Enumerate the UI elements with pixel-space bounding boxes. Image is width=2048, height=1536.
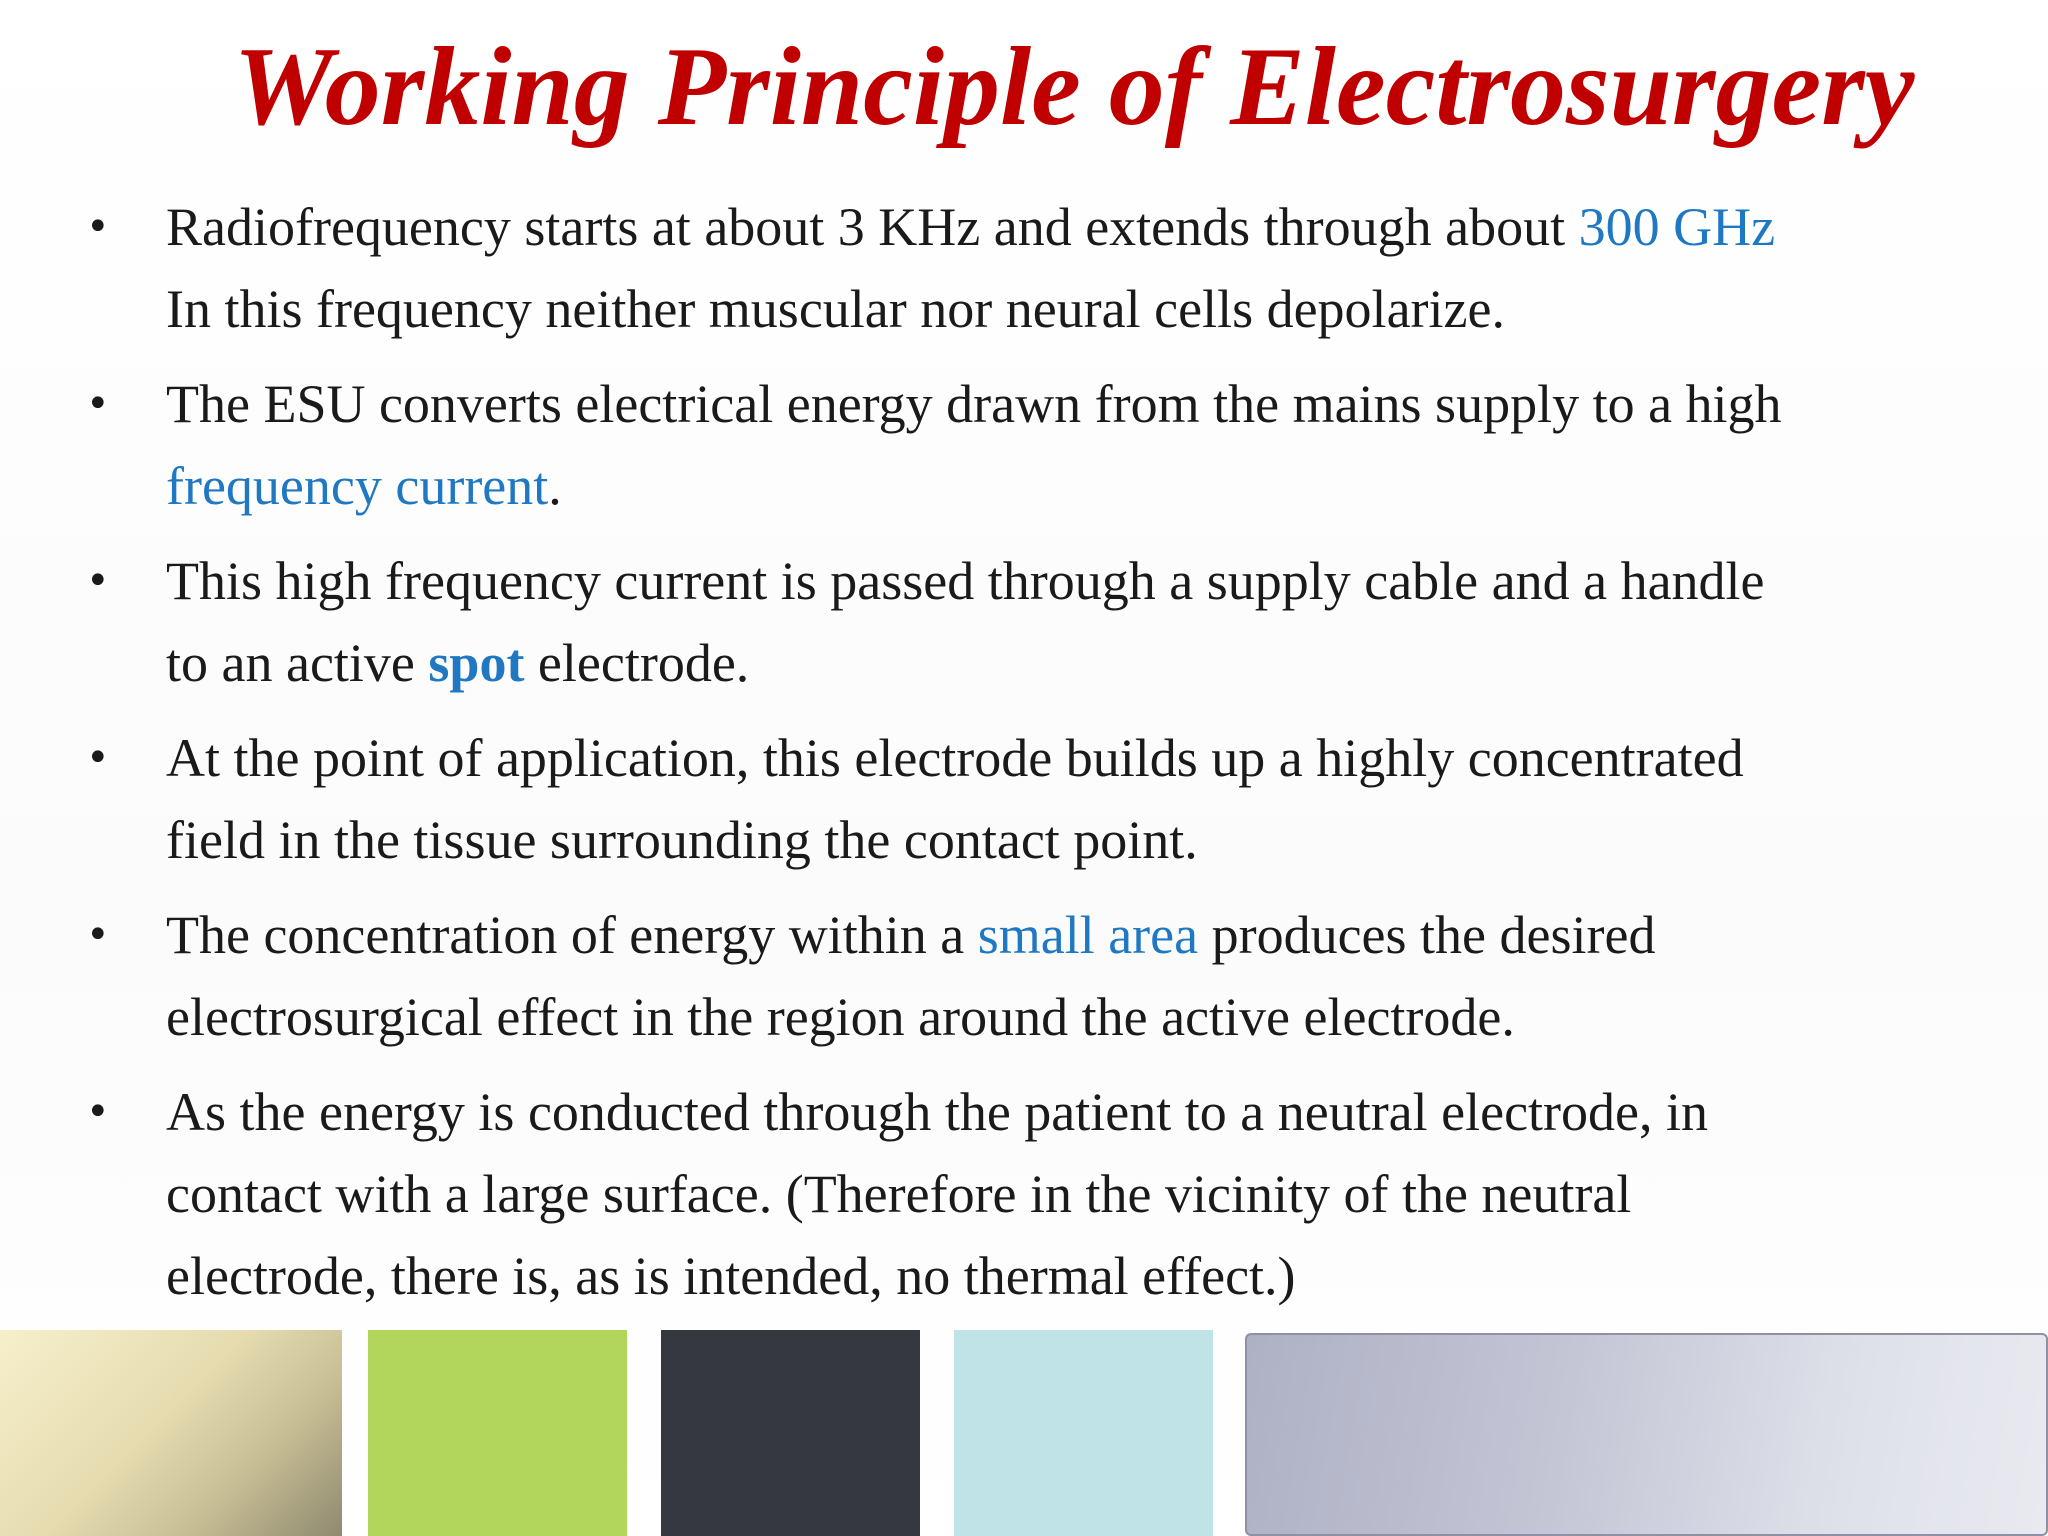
bullet-1-highlight: 300 GHz [1578, 197, 1776, 257]
bullet-item-4 [82, 717, 1962, 881]
bullet-5-line-2: electrosurgical effect in the region around the active electrode. [166, 987, 1515, 1047]
bullet-2-text-b: . [548, 456, 562, 516]
swatch-beige-gradient [0, 1330, 342, 1536]
bullet-5-text-a: The concentration of energy within a [166, 905, 978, 965]
swatch-charcoal [661, 1330, 920, 1536]
slide-title: Working Principle of Electrosurgery [233, 25, 1915, 149]
bullet-dot-icon: • [86, 735, 110, 781]
swatch-light-cyan [954, 1330, 1213, 1536]
bullet-dot-icon: • [86, 912, 110, 958]
bullet-item-2 [82, 363, 1962, 527]
bullet-4-line-2: field in the tissue surrounding the contact point. [166, 810, 1198, 870]
decorative-color-bar [0, 1330, 2048, 1536]
bullet-5-highlight: small area [977, 905, 1199, 965]
bullet-4-line-1: At the point of application, this electrode builds up a highly concentrated [166, 728, 1744, 788]
bullet-2-highlight: frequency current [166, 456, 549, 516]
bullet-6-line-2: contact with a large surface. (Therefore in the vicinity of the neutral [166, 1164, 1632, 1224]
bullet-list [82, 186, 1962, 1330]
bullet-2-line-1: The ESU converts electrical energy drawn from the mains supply to a high [166, 374, 1782, 434]
bullet-5-text-b: produces the desired [1198, 905, 1656, 965]
bullet-item-6 [82, 1071, 1962, 1317]
bullet-item-3 [82, 540, 1962, 704]
bullet-6-line-3: electrode, there is, as is intended, no thermal effect.) [166, 1246, 1296, 1306]
swatch-silver-panel [1245, 1333, 2048, 1536]
bullet-3-highlight: spot [428, 633, 525, 693]
bullet-1-line-2: In this frequency neither muscular nor neural cells depolarize. [166, 279, 1505, 339]
bullet-3-line-1: This high frequency current is passed through a supply cable and a handle [166, 551, 1765, 611]
swatch-lime-green [368, 1330, 627, 1536]
bullet-3-text-b: electrode. [524, 633, 750, 693]
bullet-3-text-a: to an active [166, 633, 429, 693]
bullet-dot-icon: • [86, 558, 110, 604]
bullet-1-text-a: Radiofrequency starts at about 3 KHz and extends through about [166, 197, 1579, 257]
bullet-item-5 [82, 894, 1962, 1058]
bullet-dot-icon: • [86, 204, 110, 250]
bullet-6-line-1: As the energy is conducted through the patient to a neutral electrode, in [166, 1082, 1709, 1142]
bullet-dot-icon: • [86, 381, 110, 427]
bullet-dot-icon: • [86, 1089, 110, 1135]
bullet-item-1 [82, 186, 1962, 350]
